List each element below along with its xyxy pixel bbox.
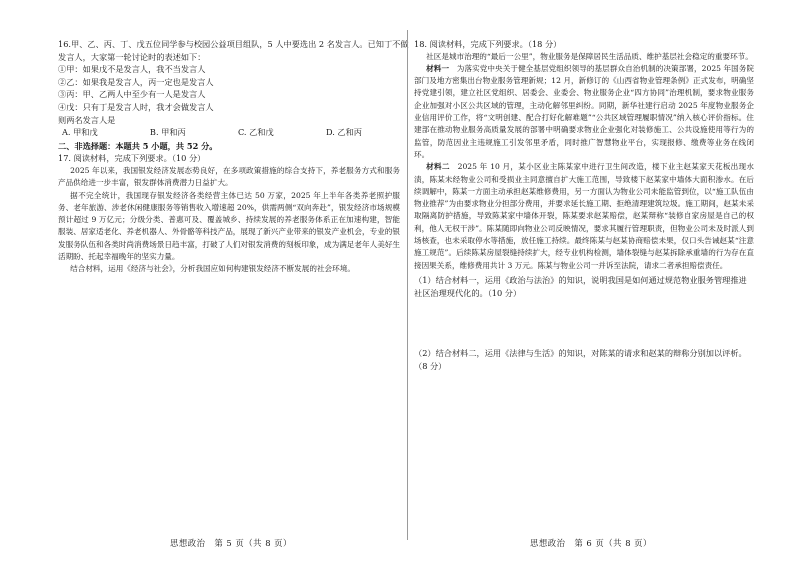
q18-intro: 社区是城市治理的“最后一公里”，物业服务是保障居民生活品质、维护基层社会稳定的重要环节。 — [426, 51, 753, 61]
answer-space-1 — [414, 299, 754, 345]
q16-prompt: 则两名发言人是 — [58, 114, 116, 125]
material-2-label: 材料二 — [426, 162, 450, 172]
section-heading: 二、非选择题：本题共 5 小题，共 52 分。 — [58, 140, 218, 151]
q16-statement: ②乙：如果我是发言人，丙一定也是发言人 — [58, 76, 214, 87]
page-divider — [407, 30, 408, 540]
option-a: A. 甲和戊 — [62, 127, 98, 138]
material-1-label: 材料一 — [426, 63, 450, 73]
option-d: D. 乙和丙 — [325, 127, 362, 138]
material-1 — [414, 63, 754, 161]
page-footer-left: 思想政治 第 5 页（共 8 页） — [170, 538, 292, 548]
page-footer-right: 思想政治 第 6 页（共 8 页） — [530, 538, 652, 548]
sub-question-2: （2）结合材料二，运用《法律与生活》的知识，对陈某的请求和赵某的辩称分别加以评析。（8 分） — [414, 348, 747, 371]
material-1-text: 为落实党中央关于健全基层党组织领导的基层群众自治机制的决策部署，2025 年国务院部门及地方密集出台物业服务管理新规；12 月，新修订的《山西省物业管理条例》正式发布，明确坚持党建引领，建立社区党组织、居委会、业委会、物业服务企业“四方协同”治理机制，要求物业服务企业加强对小区公共区域的管理，主动化解邻里纠纷。同期，新华社建行启动 2025 年度物业服务企业信用评价工作，将“文明创建、配合打好化解难题”“公共区域管理履职情况”纳入核心评价指标。住建部在推动物业服务高质量发展的部署中明确要求物业企业强化对装修施工、公共设施使用等行为的监管，防范因业主违规施工引发邻里矛盾，同时推广智慧物业平台，实现报修、缴费等业务在线闭环。 — [414, 63, 755, 159]
q16-line: 16.甲、乙、丙、丁、戊五位同学参与校园公益项目组队，5 人中要选出 2 名发言人。已知丁不做 — [58, 39, 409, 49]
material-2 — [414, 161, 754, 272]
q18-title: 18. 阅读材料，完成下列要求。（18 分） — [414, 39, 562, 49]
q17-paragraph-2: 据不完全统计，我国现存银发经济各类经营主体已达 50 万家，2025 年上半年各类养老照护服务、老年旅游、涉老休闲健康服务等销售收入增速超 20%，供需两侧“双向奔赴”，银发经济市场规模预计超过 9 万亿元；分级分类、普惠可及、覆盖城乡、持续发展的养老服务体系正在加速构建，智能服装、居家适老化、养老机器人、外骨骼等科技产品，展现了新兴产业带来的银发产业机会，专业的银发服务队伍和各类时尚消费场景日趋丰富，打破了人们对银发消费的刻板印象，成为满足老年人美好生活期盼、托起幸福晚年的坚实力量。 — [58, 190, 400, 262]
q16-statement: ③丙：甲、乙两人中至少有一人是发言人 — [58, 89, 206, 100]
material-2-text: 2025 年 10 月，某小区业主陈某家中进行卫生间改造，楼下业主赵某家天花板出现水渍，陈某未经物业公司和受损业主同意擅自扩大施工范围，导致楼下赵某家中墙体大面积渗水。在后续调解中，陈某一方面主动承担赵某维修费用，另一方面认为物业公司未能监管到位，以“施工队伍由物业推荐”为由要求物业分担部分费用，并要求延长施工期、拒绝清理建筑垃圾。施工期间，赵某未采取隔离防护措施，导致陈某家中墙体开裂，陈某要求赵某赔偿，赵某辩称“装修自家房屋是自己的权利，他人无权干涉”。陈某随即向物业公司反映情况，要求其履行管理职责，但物业公司未及时派人到场核查，也未采取停水等措施，放任施工持续。最终陈某与赵某协商赔偿未果，仅口头告诫赵某“注意施工规范”。后续陈某房屋裂缝持续扩大，经专业机构检测，墙体裂缝与赵某拆除承重墙的行为存在直接因果关系，维修费用共计 3 万元。陈某与物业公司一并诉至法院，请求二者承担赔偿责任。 — [414, 162, 755, 270]
option-c: C. 乙和戊 — [237, 127, 274, 138]
sub-question-1: （1）结合材料一，运用《政治与法治》的知识，说明我国是如何通过规范物业服务管理推进社区治理现代化的。（10 分） — [414, 274, 747, 298]
option-b: B. 甲和丙 — [149, 127, 186, 138]
right-page — [414, 38, 754, 372]
q16-statement: ④戊：只有丁是发言人时，我才会做发言人 — [58, 101, 214, 112]
q16-statement: ①甲：如果戊不是发言人，我不当发言人 — [58, 64, 206, 75]
q16-line: 发言人，大家第一轮讨论时的表述如下： — [58, 51, 206, 62]
left-page — [58, 38, 409, 276]
q17-question: 结合材料，运用《经济与社会》，分析我国应如何构建银发经济不断发展的社会环境。 — [70, 264, 355, 274]
q16-options — [62, 126, 362, 139]
q17-paragraph-1: 2025 年以来，我国银发经济发展态势良好，在多项政策措施的综合支持下，养老服务方式和服务产品供给进一步丰富，银发群体消费潜力日益扩大。 — [58, 165, 400, 188]
q17-title: 17. 阅读材料，完成下列要求。（10 分） — [58, 153, 206, 164]
